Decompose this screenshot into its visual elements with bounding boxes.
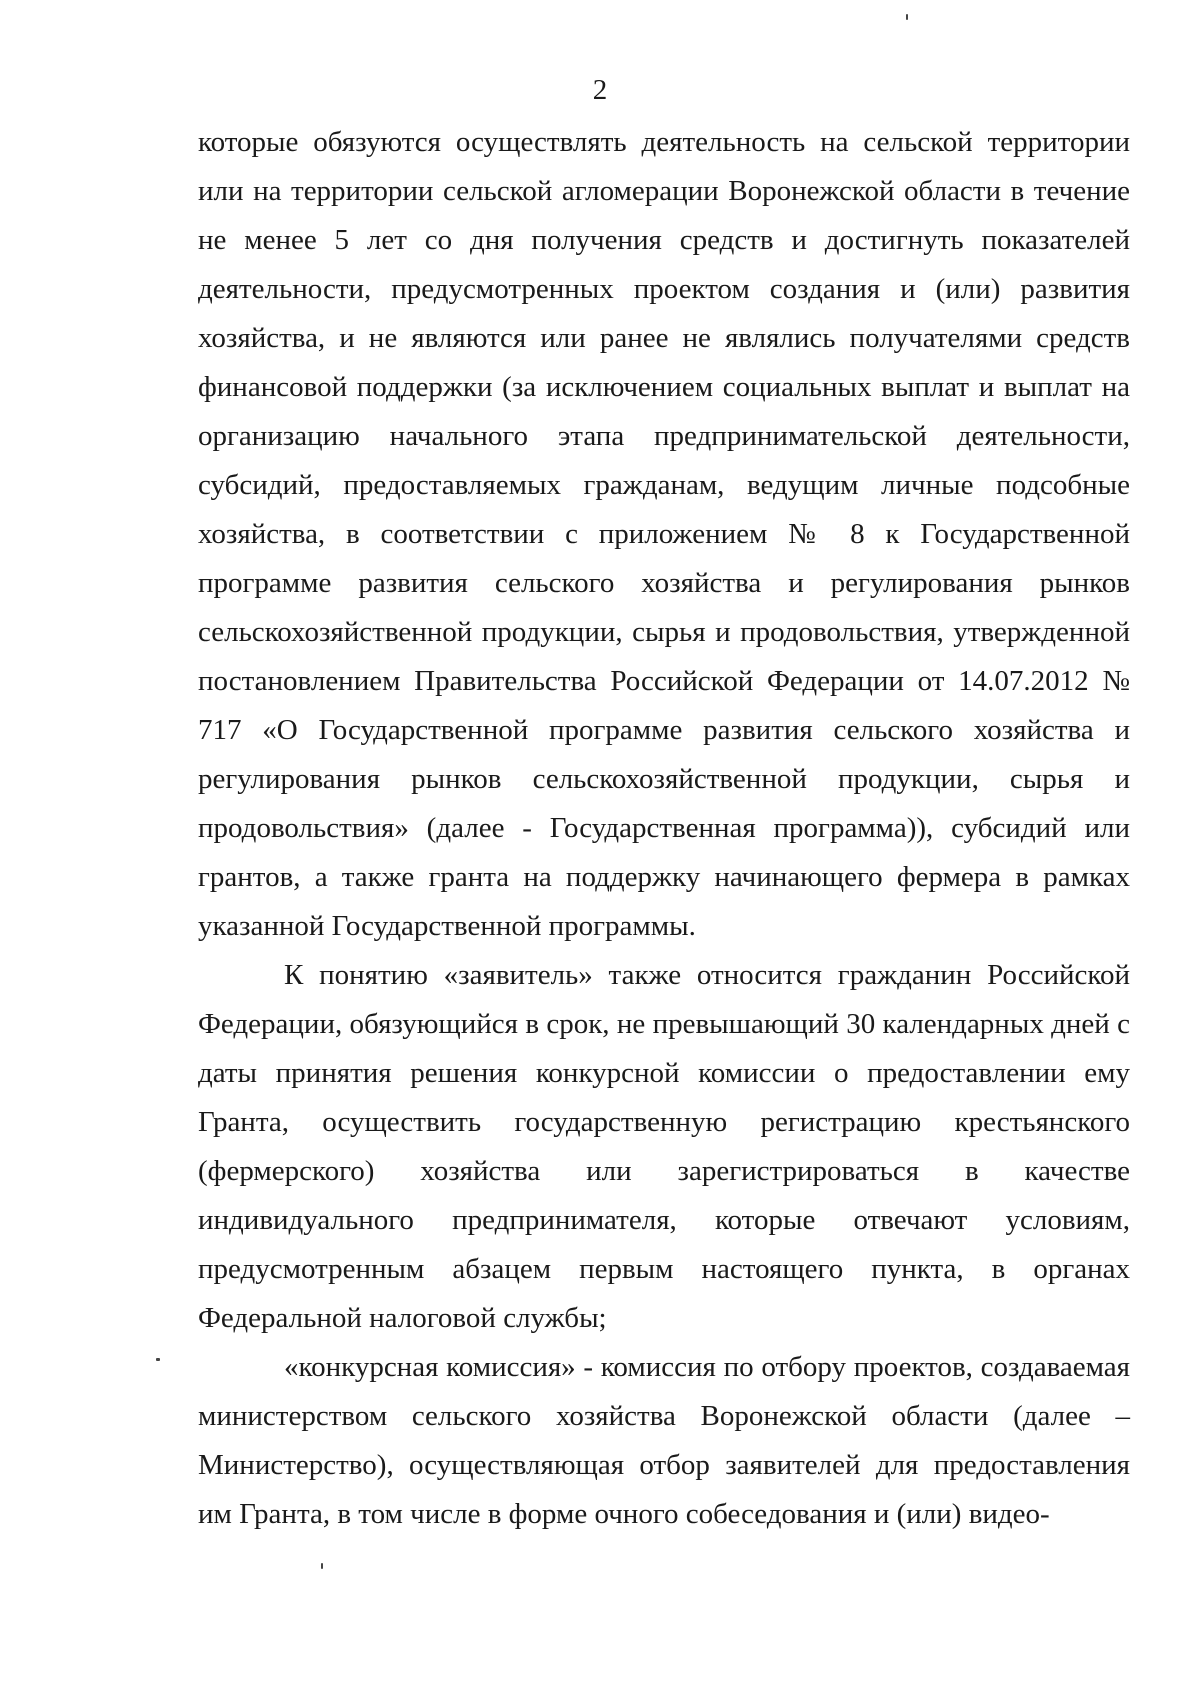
paragraph-2: К понятию «заявитель» также относится гражданин Российской Федерации, обязующийся в срок, не превышающий 30 календарных дней с даты принятия решения конкурсной комиссии о предоставлении ему Гранта, осуществить государственную регистрацию крестьянского (фермерского) хозяйства или зарегистрироваться в качестве индивидуального предпринимателя, которые отвечают условиям, предусмотренным абзацем первым настоящего пункта, в органах Федеральной налоговой службы; [198,959,1130,1334]
scan-speck [321,1563,323,1569]
scan-speck [906,14,908,20]
page-number: 2 [592,74,608,106]
document-body [198,118,1130,1539]
scan-speck [156,1358,160,1361]
paragraph-3: «конкурсная комиссия» - комиссия по отбору проектов, создаваемая министерством сельского хозяйства Воронежской области (далее – Министерство), осуществляющая отбор заявителей для предоставления им Гранта, в том числе в форме очного собеседования и (или) видео- [198,1351,1130,1530]
paragraph-1: которые обязуются осуществлять деятельность на сельской территории или на территории сельской агломерации Воронежской области в течение не менее 5 лет со дня получения средств и достигнуть показателей деятельности, предусмотренных проектом создания и (или) развития хозяйства, и не являются или ранее не являлись получателями средств финансовой поддержки (за исключением социальных выплат и выплат на организацию начального этапа предпринимательской деятельности, субсидий, предоставляемых гражданам, ведущим личные подсобные хозяйства, в соответствии с приложением № 8 к Государственной программе развития сельского хозяйства и регулирования рынков сельскохозяйственной продукции, сырья и продовольствия, утвержденной постановлением Правительства Российской Федерации от 14.07.2012 № 717 «О Государственной программе развития сельского хозяйства и регулирования рынков сельскохозяйственной продукции, сырья и продовольствия» (далее - Государственная программа)), субсидий или грантов, а также гранта на поддержку начинающего фермера в рамках указанной Государственной программы. [198,126,1130,942]
